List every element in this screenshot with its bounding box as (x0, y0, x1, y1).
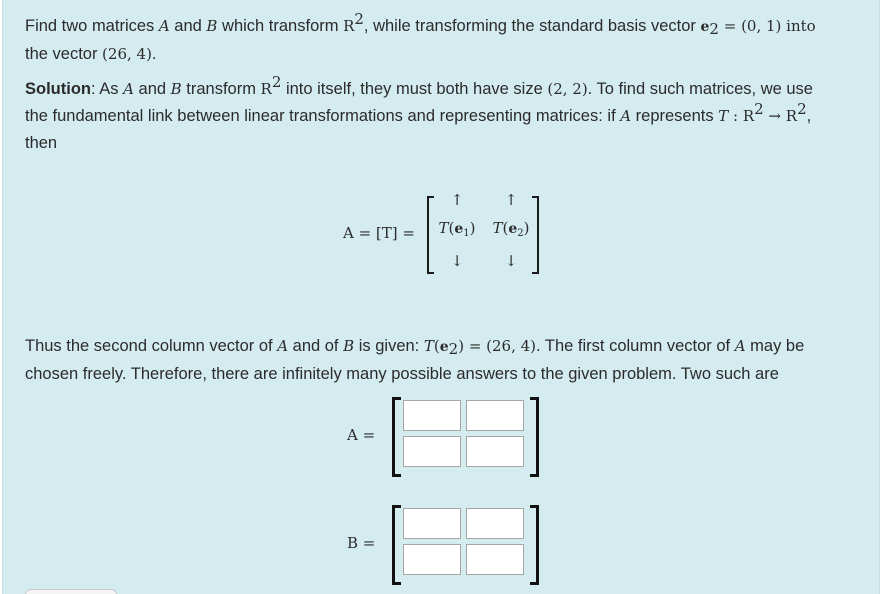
matrix-A-entry-11[interactable] (403, 400, 461, 431)
matrix-A-left-bracket (392, 397, 401, 477)
question-panel (2, 0, 880, 594)
matrix-A-label: A = (347, 426, 376, 444)
column-T-e2: $T(e_2)$ (492, 219, 530, 239)
matrix-B-entry-22[interactable] (466, 544, 524, 575)
question-text: Find two matrices A and B which transform $R^2$, while transforming the standard basis vector $e_2 = (0$, 1) into the vector (26, 4). (25, 10, 816, 63)
arrow-up-1: ↑ (450, 191, 464, 209)
matrix-A-entry-22[interactable] (466, 436, 524, 467)
arrow-down-2: ↓ (504, 252, 518, 270)
matrix-left-bracket (427, 196, 434, 274)
matrix-B-entry-11[interactable] (403, 508, 461, 539)
thus-text: Thus the second column vector of A and of B is given: $T(e_2) = (26$, 4). The first column vector of A may be chosen freely. Therefore, there are infinitely many possible answers to the given problem. Two such are (25, 337, 805, 383)
matrix-B-entry-12[interactable] (466, 508, 524, 539)
matrix-B-left-bracket (392, 505, 401, 585)
submit-button-partial[interactable] (25, 589, 117, 594)
matrix-B-entry-21[interactable] (403, 544, 461, 575)
matrix-A-entry-21[interactable] (403, 436, 461, 467)
matrix-B-label: B = (347, 534, 376, 552)
solution-text: Solution: As A and B transform $R^2$ into itself, they must both have size (2, 2). To find such matrices, we use the fundamental link between linear transformations and representing matrices: if A represents T : $R^2 \to R^2$, then (25, 73, 813, 152)
solution-label: Solution (25, 80, 91, 98)
arrow-up-2: ↑ (504, 191, 518, 209)
matrix-B-right-bracket (530, 505, 539, 585)
matrix-A-entry-12[interactable] (466, 400, 524, 431)
matrix-A-right-bracket (530, 397, 539, 477)
arrow-down-1: ↓ (450, 252, 464, 270)
matrix-equation-lhs: A = [T] = (343, 224, 415, 242)
column-T-e1: $T(e_1)$ (438, 219, 476, 239)
